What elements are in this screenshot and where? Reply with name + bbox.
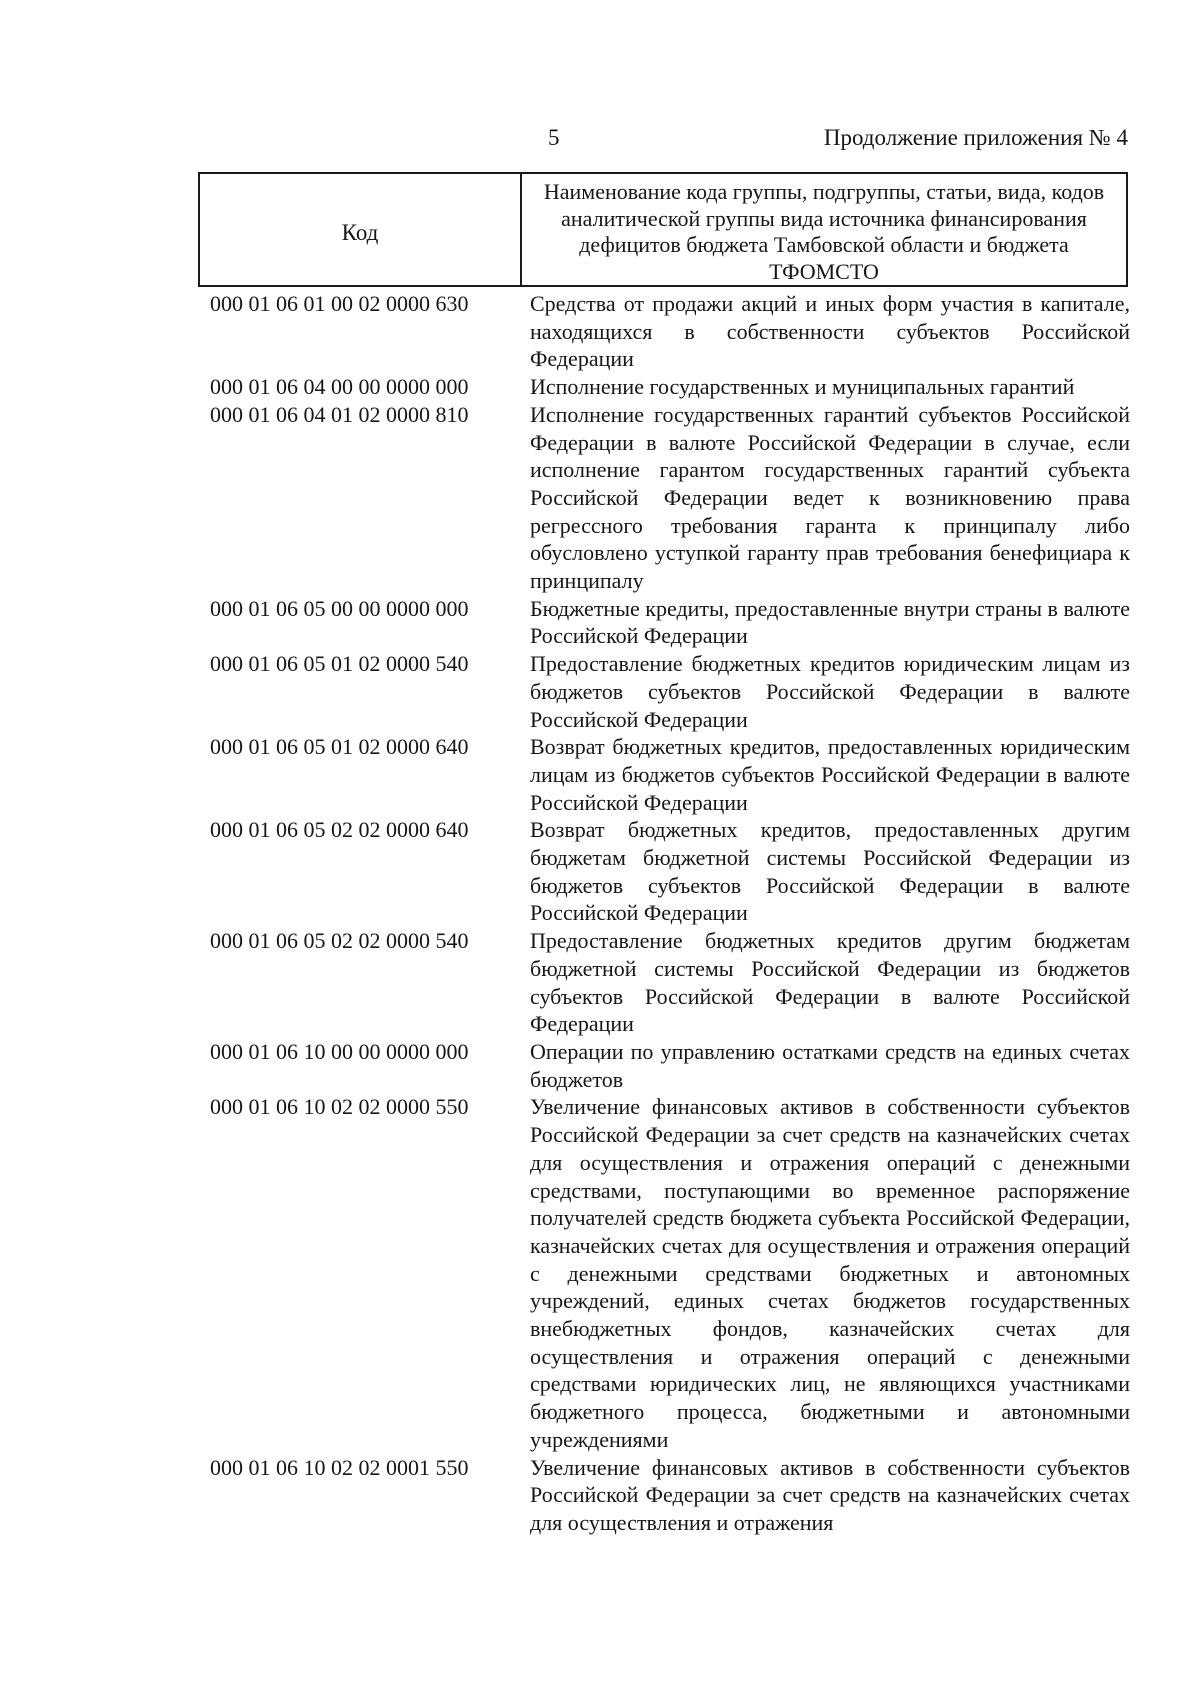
row-code: 000 01 06 05 02 02 0000 640: [210, 817, 469, 843]
column-header-name: Наименование кода группы, подгруппы, статьи, вида, кодов аналитической группы вида источника финансирования дефицитов бюджета Тамбовской области и бюджета ТФОМСТО: [543, 179, 1105, 284]
row-code: 000 01 06 05 01 02 0000 640: [210, 734, 469, 760]
appendix-continuation-label: Продолжение приложения № 4: [823, 125, 1128, 150]
row-code: 000 01 06 05 02 02 0000 540: [210, 928, 469, 954]
table-row: [210, 1038, 1130, 1093]
row-description: Исполнение государственных и муниципальных гарантий: [530, 374, 1075, 400]
table-row: [210, 290, 1130, 373]
row-description: Возврат бюджетных кредитов, предоставленных юридическим лицам из бюджетов субъектов Российской Федерации в валюте Российской Федерации: [530, 734, 1130, 815]
row-description: Операции по управлению остатками средств на единых счетах бюджетов: [530, 1038, 1130, 1092]
row-code: 000 01 06 04 01 02 0000 810: [210, 401, 469, 427]
row-code: 000 01 06 01 00 02 0000 630: [210, 291, 469, 316]
row-description: Предоставление бюджетных кредитов юридическим лицам из бюджетов субъектов Российской Федерации в валюте Российской Федерации: [530, 651, 1130, 732]
row-description: Исполнение государственных гарантий субъектов Российской Федерации в валюте Российской Федерации в случае, если исполнение гарантом государственных гарантий субъекта Российской Федерации ведет к возникновению права регрессного требования гаранта к принципалу либо обусловлено уступкой гаранту прав требования бенефициара к принципалу: [530, 401, 1130, 594]
table-row: [210, 1454, 1130, 1537]
table-row: [210, 373, 1130, 401]
row-description: Увеличение финансовых активов в собственности субъектов Российской Федерации за счет средств на казначейских счетах для осуществления и отражения операций с денежными средствами, поступающими во временное распоряжение получателей средств бюджета субъекта Российской Федерации, казначейских счетах для осуществления и отражения операций с денежными средствами бюджетных и автономных учреждений, единых счетах бюджетов государственных внебюджетных фондов, казначейских счетах для осуществления и отражения операций с денежными средствами юридических лиц, не являющихся участниками бюджетного процесса, бюджетными и автономными учреждениями: [530, 1094, 1130, 1452]
row-description: Увеличение финансовых активов в собственности субъектов Российской Федерации за счет средств на казначейских счетах для осуществления и отражения: [530, 1454, 1130, 1535]
table-body: [210, 290, 1130, 1537]
row-code: 000 01 06 05 00 00 0000 000: [210, 595, 469, 621]
table-row: [210, 650, 1130, 733]
page-number: 5: [548, 125, 560, 150]
row-code: 000 01 06 10 00 00 0000 000: [210, 1038, 469, 1064]
row-code: 000 01 06 04 00 00 0000 000: [210, 374, 469, 400]
row-code: 000 01 06 10 02 02 0001 550: [210, 1454, 469, 1480]
row-code: 000 01 06 10 02 02 0000 550: [210, 1094, 469, 1120]
table-row: [210, 401, 1130, 595]
table-row: [210, 1093, 1130, 1453]
row-description: Средства от продажи акций и иных форм участия в капитале, находящихся в собственности субъектов Российской Федерации: [530, 291, 1130, 372]
table-row: [210, 595, 1130, 650]
column-header-code: Код: [200, 174, 522, 285]
row-description: Возврат бюджетных кредитов, предоставленных другим бюджетам бюджетной системы Российской Федерации из бюджетов субъектов Российской Федерации в валюте Российской Федерации: [530, 817, 1130, 926]
table-row: [210, 733, 1130, 816]
table-row: [210, 816, 1130, 927]
table-header: [198, 172, 1128, 287]
row-code: 000 01 06 05 01 02 0000 540: [210, 651, 469, 677]
row-description: Бюджетные кредиты, предоставленные внутри страны в валюте Российской Федерации: [530, 595, 1130, 649]
row-description: Предоставление бюджетных кредитов другим бюджетам бюджетной системы Российской Федерации из бюджетов субъектов Российской Федерации в валюте Российской Федерации: [530, 928, 1130, 1037]
table-row: [210, 927, 1130, 1038]
